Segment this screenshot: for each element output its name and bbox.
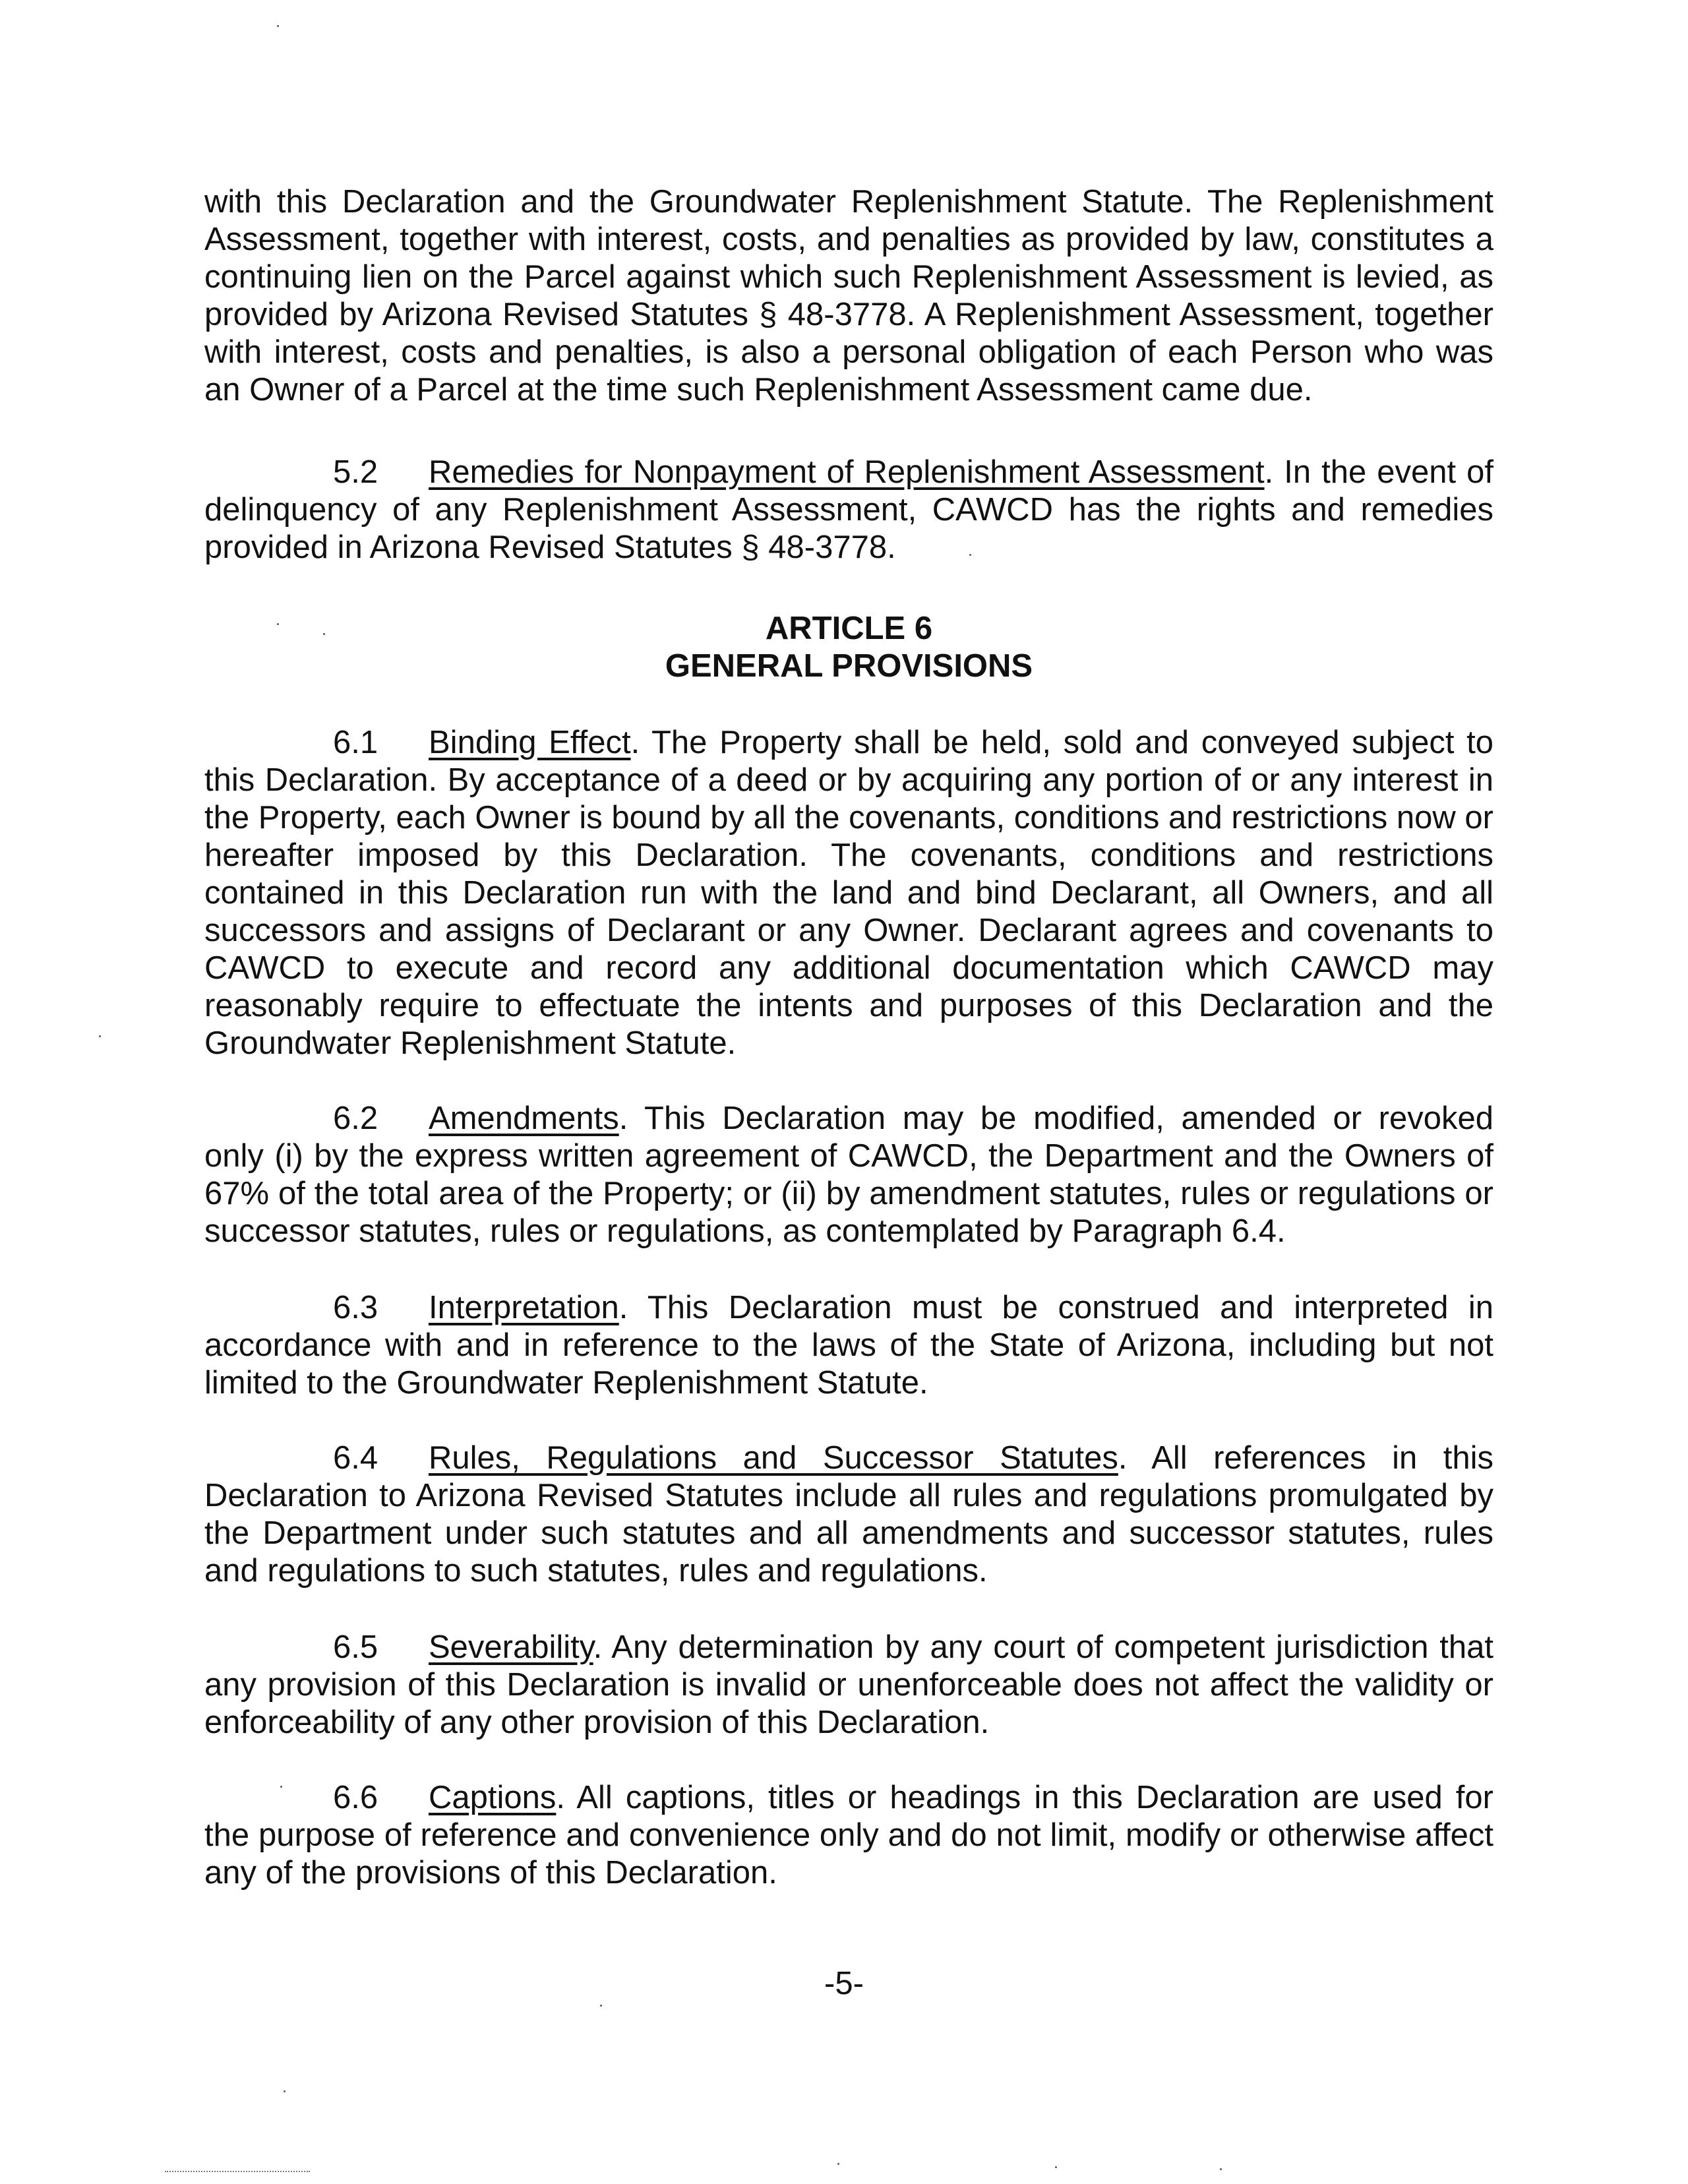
scan-speck — [277, 25, 279, 27]
scan-speck — [284, 2090, 286, 2092]
scan-speck — [1055, 2166, 1057, 2168]
scan-speck — [323, 633, 325, 635]
section-caption: Amendments — [429, 1101, 619, 1136]
scan-speck — [969, 554, 971, 556]
section-body: . Any determination by any court of competent jurisdiction that any provision of this Declaration is invalid or unenforceable does not affect the validity or enforceability of any other provision of this Declaration. — [204, 1629, 1493, 1740]
article-number: ARTICLE 6 — [765, 611, 933, 646]
section-6-4 — [204, 1440, 1493, 1590]
scan-speck — [280, 1786, 282, 1788]
scan-speck — [99, 1035, 101, 1037]
section-caption: Rules, Regulations and Successor Statutes — [429, 1440, 1118, 1476]
section-body: . The Property shall be held, sold and conveyed subject to this Declaration. By acceptance of a deed or by acquiring any portion of or any interest in the Property, each Owner is bound by all the covenants, conditions and restrictions now or hereafter imposed by this Declaration. The covenants, conditions and restrictions contained in this Declaration run with the land and bind Declarant, all Owners, and all successors and assigns of Declarant or any Owner. Declarant agrees and covenants to CAWCD to execute and record any additional documentation which CAWCD may reasonably require to effectuate the intents and purposes of this Declaration and the Groundwater Replenishment Statute. — [204, 725, 1493, 1061]
section-6-3 — [204, 1289, 1493, 1402]
article-title: GENERAL PROVISIONS — [665, 648, 1033, 684]
scan-artifact-line — [165, 2171, 310, 2173]
intro-paragraph: with this Declaration and the Groundwater Replenishment Statute. The Replenishment Assessment, together with interest, costs, and penalties as provided by law, constitutes a continuing lien on the Parcel against which such Replenishment Assessment is levied, as provided by Arizona Revised Statutes § 48-3778. A Replenishment Assessment, together with interest, costs and penalties, is also a personal obligation of each Person who was an Owner of a Parcel at the time such Replenishment Assessment came due. — [204, 184, 1493, 408]
section-6-5 — [204, 1629, 1493, 1742]
section-number: 6.6 — [333, 1780, 378, 1815]
section-caption: Remedies for Nonpayment of Replenishment Assessment — [429, 454, 1265, 490]
section-caption: Severability — [429, 1629, 593, 1665]
section-number: 6.1 — [333, 725, 378, 760]
scan-speck — [837, 2163, 839, 2165]
section-number: 5.2 — [333, 454, 378, 490]
section-6-1 — [204, 724, 1493, 1062]
section-number: 6.2 — [333, 1101, 378, 1136]
section-body: . In the event of delinquency of any Replenishment Assessment, CAWCD has the rights and remedies provided in Arizona Revised Statutes § 48-3778. — [204, 454, 1493, 565]
section-body: . This Declaration may be modified, amended or revoked only (i) by the express written agreement of CAWCD, the Department and the Owners of 67% of the total area of the Property; or (ii) by amendment statutes, rules or regulations or successor statutes, rules or regulations, as contemplated by Paragraph 6.4. — [204, 1101, 1493, 1249]
page-number: -5- — [824, 1966, 864, 2001]
section-body: . This Declaration must be construed and interpreted in accordance with and in reference to the laws of the State of Arizona, including but not limited to the Groundwater Replenishment Statute. — [204, 1290, 1493, 1401]
scan-speck — [277, 623, 279, 625]
section-number: 6.3 — [333, 1290, 378, 1325]
section-body: . All references in this Declaration to Arizona Revised Statutes include all rules and regulations promulgated by the Department under such statutes and all amendments and successor statutes, rules and regulations to such statutes, rules and regulations. — [204, 1440, 1493, 1589]
section-6-2 — [204, 1100, 1493, 1250]
section-caption: Interpretation — [429, 1290, 619, 1325]
scan-speck — [1220, 2168, 1222, 2170]
section-body: . All captions, titles or headings in this Declaration are used for the purpose of reference and convenience only and do not limit, modify or otherwise affect any of the provisions of this Declaration. — [204, 1780, 1493, 1891]
section-5-2 — [204, 454, 1493, 566]
section-6-6 — [204, 1779, 1493, 1892]
section-caption: Binding Effect — [429, 725, 631, 760]
scan-speck — [600, 2005, 602, 2007]
section-caption: Captions — [429, 1780, 557, 1815]
section-number: 6.4 — [333, 1440, 378, 1476]
section-number: 6.5 — [333, 1629, 378, 1665]
